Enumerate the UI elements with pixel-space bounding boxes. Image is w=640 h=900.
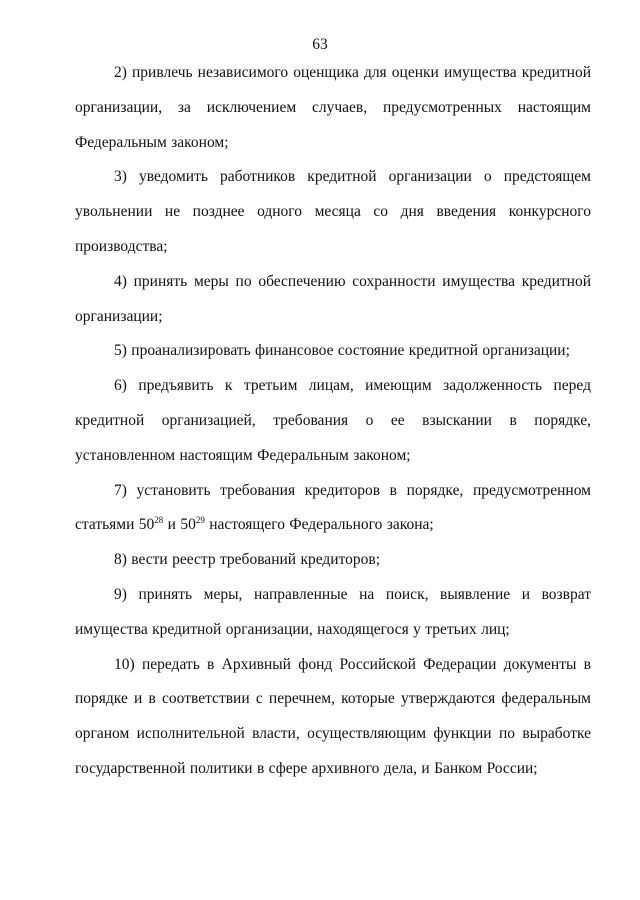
- paragraph-item-4: 4) принять меры по обеспечению сохранности имущества кредитной организации;: [75, 272, 591, 325]
- superscript-29: 29: [195, 515, 205, 526]
- paragraph-item-7: [75, 474, 591, 544]
- paragraph-7-text-end: настоящего Федерального закона;: [204, 516, 434, 534]
- paragraph-item-8: 8) вести реестр требований кредиторов;: [114, 551, 381, 569]
- paragraph-7-text-start: 7) установить требования кредиторов в порядке, предусмотренном статьями 50: [75, 481, 591, 534]
- paragraph-item-9: 9) принять меры, направленные на поиск, выявление и возврат имущества кредитной организации, находящегося у третьих лиц;: [75, 585, 591, 638]
- paragraph-item-2: 2) привлечь независимого оценщика для оценки имущества кредитной организации, за исключением случаев, предусмотренных настоящим Федеральным законом;: [75, 64, 591, 151]
- paragraph-item-6: 6) предъявить к третьим лицам, имеющим задолженность перед кредитной организацией, требования о ее взыскании в порядке, установленном настоящим Федеральным законом;: [75, 377, 591, 464]
- paragraph-item-5: 5) проанализировать финансовое состояние кредитной организации;: [114, 342, 570, 360]
- superscript-28: 28: [154, 515, 164, 526]
- paragraph-item-10: 10) передать в Архивный фонд Российской Федерации документы в порядке и в соответствии с перечнем, которые утверждаются федеральным органом исполнительной власти, осуществляющим функции по выработке государственной политики в сфере архивного дела, и Банком России;: [75, 655, 591, 777]
- paragraph-item-3: 3) уведомить работников кредитной организации о предстоящем увольнении не позднее одного месяца со дня введения конкурсного производства;: [75, 168, 591, 255]
- paragraph-7-text-middle: и 50: [163, 516, 196, 534]
- page-number: 63: [312, 36, 328, 53]
- document-body: [75, 56, 591, 787]
